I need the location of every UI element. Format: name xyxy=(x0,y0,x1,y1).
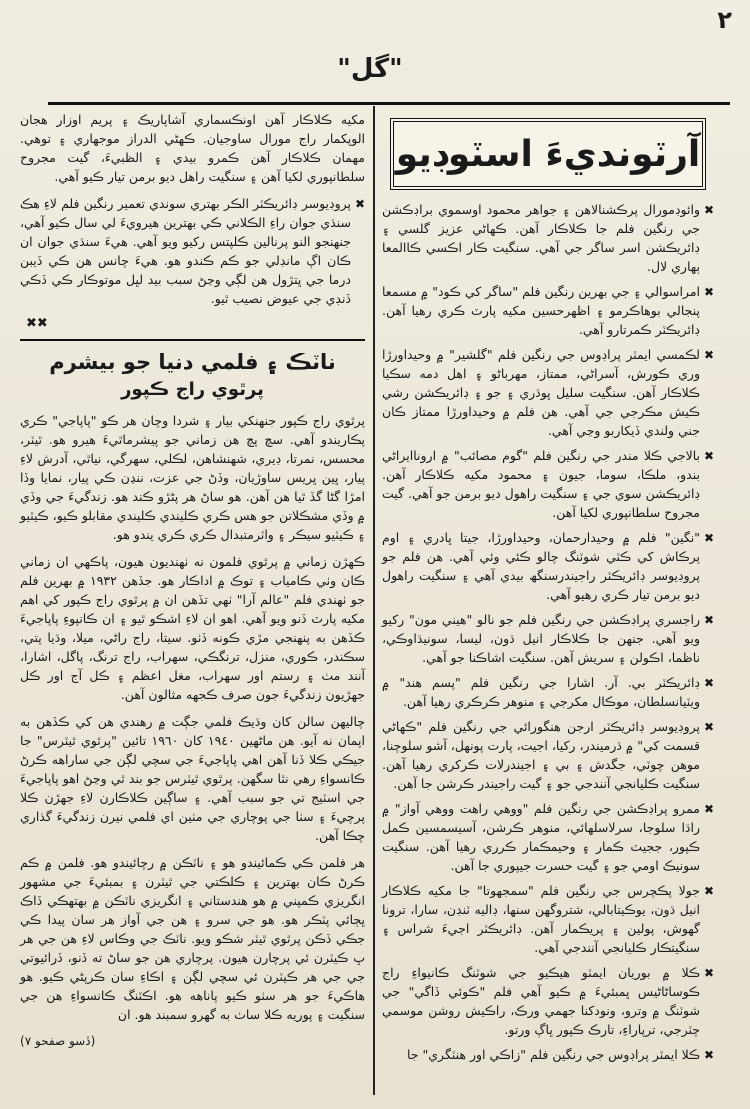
news-item xyxy=(382,963,714,1039)
news-item-text: ڪلا ۾ بوريان ايمٽو هيڪيو جي شوٽنگ ڪانيواءِ راج ڪوساڻاڻيس ڀمبئيءَ ۾ ڪيو آهي فلم "ڪوئي ڏاگي" جي شوٽنگ ۾ وترو، ونودکنا جهمي ورڪ، راڪيش روشن موسمي چٽرجي، ترپاراءِ، تارڪ ڪپور ڀاڳ ورتو. xyxy=(382,965,700,1037)
news-item xyxy=(20,194,365,308)
box-end-mark: ✖✖ xyxy=(26,316,48,331)
news-item xyxy=(382,282,714,339)
news-item-text: پروڊيوسر ڊائريڪٽر ارجن هنگورائي جي رنگين فلم "ڪهاڻي قسمت کي" ۾ ڌرميندر، رکيا، اجيت، پارت پونهل، آشو سلوچنا، موهن چوٽي، جگدش ۽ بي ۽ اجيندرلات ڪرکري رهيا آهن. سنگيت ڪليانجي آنندجي جو ۽ گيت راجيندر ڪرشن جا آهن. xyxy=(382,719,700,791)
article-paragraph: ڪهڙن زماني ۾ پرٿوي فلمون نه ٺهنديون هيون، پاڪهي ان زماني ڪان وٺي ڪامياب ۽ توڪ ۾ اداڪار هو. جڏهن ١٩٣٢ ۾ بهرين فلم جو ٺهندي فلم "عالم آرا" ٺهي تڏهن ان ۾ پرٿوي راج ڪپور کي اهم مکيه پارٽ ڏنو ويو آهي. اهو ان لاءِ اشڪو ٿيو ۽ ان ڪانپوءِ پاپاجيءَ ڪڏهن به پنهنجي مڙي ڪونه ڏٺو. سيتا، راج راڻي، ميلا، وڌيا پتي، سڪندر، ڪوري، منزل، ترنگڪي، سهراب، راج ترنگ، پاگل، اشارا، آنند مٺ ۽ رستم اور سهراب، مغل اعظم ۽ ڪل آج اور ڪل جهڙيون زندگيءَ جون صرف ڪجهه مثالون آهن. xyxy=(20,554,366,702)
news-item-text: ممرو پراڊڪشن جي رنگين فلم "ووهي راهت ووهي آواز" ۾ راڌا سلوجا، سرلاسلهائي، منوهر ڪرشن، آسيسمسين ڪمل ڪپور، ججيٽ ڪمار ۽ وحيمڪمار ڪرري رهيا آهن. سنگيت سونيڪ اومي جو ۽ گيت حسرت جيپوري جا آهن. xyxy=(382,801,700,873)
left-column xyxy=(20,110,365,1093)
continued-note: (ڏسو صفحو ٧) xyxy=(20,1034,96,1048)
top-divider xyxy=(48,102,730,105)
news-item-text: بالاجي ڪلا مندر جي رنگين فلم "گوم مصائب" ۾ اروناايراڻي بندو، ملڪا، سوما، جيون ۽ محمود مکيه ڪلاڪار آهن. ڊائريڪشن سوي جي ۽ سنگيت راهول ديو برمن جو آهي. گيت مجروح سلطانپوري لکيا آهن. xyxy=(382,448,700,520)
box-paragraph: مکيه ڪلاڪار آهن اونڪسماري آشاپاريڪ ۽ پريم اوزار هجان الوپکمار راج مورال ساوجيان. ڪهڻي الدراز موجهاري ۽ توهي. مهمان ڪلاڪار آهن ڪمرو بيدي ۽ الظبيءَ، گيت مجروح سلطانپوري لکيا آهن ۽ سنگيت راهل ديو برمن تيار ڪيو آهي. xyxy=(20,112,365,184)
news-item-text: راجسري پراڊڪشن جي رنگين فلم جو نالو "هيني مون" رکيو ويو آهي. جنهن جا ڪلاڪار انيل ڌون، ليسا، سونيڌاوڪي، ناظما، اڪولن ۽ سريش آهن. سنگيت اشاڪنا جو آهي. xyxy=(382,612,700,665)
news-item xyxy=(382,673,714,711)
news-item-text: پروڊيوسر ڊائريڪٽر الڪر بهتري سوندي تعمير رنگين فلم لاءِ هڪ سنڌي جوان راءِ الڪلاني ڪي بهترين هيرويءَ لي سال ڪيو آهي، جنهنجو النو پرنالين ڪلپتس رکيو ويو آهي. هيءَ سنڌي جوان ان ڪان اڳ مانڊلي جو ڪم ڪندو هو. هيءَ چانس هن ڪي ڏيبن درما جي ڀتڙول هن لڳي وڃڻ سبب بيد لڀل موتوڪار ڪي ڏڪي ڏنڊي جي عيوض نصيب ٿيو. xyxy=(20,196,351,306)
news-item xyxy=(382,881,714,957)
news-item-text: لڪمسي ايمٽر پراڊوس جي رنگين فلم "گلشير" ۾ وحيداورڙا وري ڪورش، آسراڻي، ممتاز، مهرباڻو ۽ اهل دمه سڪيا ڪلاڪار آهن. سنگيت سليل ڀوڌري ۽ جو ۽ ڊائريڪشن رشي ڪيش مڪرجي جي آهي. هن فلم ۾ وحيداورڙا ممتاز ڪان جني ولندي ڏيکاربو وڃي آهي. xyxy=(382,347,700,438)
news-item xyxy=(382,200,714,276)
article-paragraph: چاليهن سالن کان وڌيڪ فلمي جڳت ۾ رهندي هن کي ڪڏهن به اپمان نه آيو. هن ماڻهين ١٩٤٠ کان ١٩٦٠ تائين "پرٿوي ٿيٽرس" جا جيڪي ڪلا ڏنا آهن اهي پاپاجيءَ جي سچي لڳن جي ساراهه ڪرڻ ڪانسواءِ رهي نٿا سگهن. پرٿوي ٿيٽرس جو بند ٿي وڃڻ اهو پاپاجيءَ جي اسٽيج تي جو سبب آهي. ۽ ساڳين ڪلاڪارن لاءِ جهڙن ڪلا پرچيءَ ۽ سٺا جي پوچاري جي مٺين اي فلمي نيرن زندگيءَ گذاري چڪا آهن. xyxy=(20,714,365,843)
news-item-text: ڊائريڪٽر بي. آر. اشارا جي رنگين فلم "پسم هند" ۾ ويٽيانسلطان، موڪال مکرجي ۽ منوهر ڪرڪري رهيا آهن. xyxy=(382,675,700,709)
section-title: آرٽونديءَ اسٽوڊيو xyxy=(395,133,701,175)
article-paragraph: هر فلمن ڪي ڪمائيندو هو ۽ ناٽڪن ۾ رچائيندو هو. فلمن ۾ ڪم ڪرڻ ڪان بهترين ۽ ڪلڪتي جي ٿيٽرن ۽ بمبئيءَ جي مشهور انگريزي ڪمپني ۾ هو هندستاني ۽ انگريزي ناٽڪن ۾ بهتهڪي ڏاڪ ڀڄائي پٽڪر هو. هو جي سرو ۽ هن جي آواز هر سان پيدا ڪي جڪي ڏڪن پرٿوي ٿيٽر شڪو ويو. ناٽڪ جي وڪاس لاءِ هن جي هر ڀ ڪيٽرن ئي پرچارن هيون. پرچاري هن جو ساڻ ته ڏنو، ڏرائيوتي جي جي هر ڪيٽرن ئي سچي لڳن ۽ اڪاءِ سان ڪرپڻي ڪيو. هو هاڪيءَ جو هر سٺو ڪيو پاناهه هو. اڪٽنگ ڪانسواءِ هن جي سنگيت ۽ پوريه ڪلا ساٺ به گهرو سمبند هو. ان xyxy=(20,855,365,1022)
article-paragraph: پرٿوي راج ڪپور جنهنکي بيار ۽ شردا وچان هر ڪو "پاپاجي" ڪري پڪاريندو آهي. سچ پچ هن زماني جو پيشرماٿيءَ هيرو هو. ٿيٽر، محسس، نمرتا، ڊيري، شهنشاهن، لڪلي، سهرگي، نياٿي، آدرش لاءِ پيار، ڀين ڀريس ساوڙيان، وڏڻ جي عزت، ننڍن ڪي پيار، نمايا وڏا امڙا گڻا گڏ ٿيا هن آهن. هو ساڻ هر پڻڙو ڪند هو. زندگيءَ جي وڏي ۾ وڏي مشڪلاتن جو هس ڪري ڪليندي ڪليندي مقابلو ڪيو، ڪيٽيو ۽ ڪيٽيو سيڪر ۽ واٽرمتبدال ڪري ڪري يندو هو. xyxy=(20,413,365,542)
news-item xyxy=(382,610,714,667)
masthead-title: "گل" xyxy=(337,54,403,84)
news-item-text: وائوڊمورال پرڪشنالاهن ۽ جواهر محمود اوسموي براڊڪشن جي رنگين فلم جا ڪلاڪار آهن. ڪهاڻي عزيز گلسي ۽ ڊائريڪشن اسر ساگر جي آهي. سنگيت ڪار اڪسي ڪاالمعا ٻهاري لال. xyxy=(382,202,700,274)
news-item-text: امراسوالي ۽ جي بهرين رنگين فلم "ساگر کي ڪود" ۾ مسمعا پنجالي بوهاڪرمو ۽ اظهرحسين مکيه پارٽ ڪري رهيا آهن. ڊائريڪٽر ڪمرتارو آهي. xyxy=(382,284,700,337)
article-divider xyxy=(20,339,365,341)
column-divider xyxy=(373,106,375,1095)
article-subhead: پرٿوي راج ڪپور xyxy=(121,379,264,400)
news-item xyxy=(382,717,714,793)
news-item xyxy=(382,799,714,875)
news-item xyxy=(382,528,714,604)
page-number: ٢ xyxy=(717,6,732,34)
news-item-text: "نگين" فلم ۾ وحيدارحمان، وحيداورڙا، جيتا ڀادري ۽ اوم پرڪاش کي ڪٽي شوٽنگ چالو ڪئي وئي آهي. هن فلم جو پروڊيوسر ڊائريڪٽر راجيندرسنگھ بيدي آهي ۽ سنگيت راهول ديو برمن تيار ڪري رهيو آهي. xyxy=(382,530,700,602)
section-title-box xyxy=(390,118,706,190)
news-item xyxy=(382,1045,714,1064)
news-item-text: ڪلا ايمٽر پراڊوس جي رنگين فلم "زاڪي اور هنٽگري" جا xyxy=(407,1047,700,1062)
article-headline: ناٽڪ ۽ فلمي دنيا جو بيشرم xyxy=(49,350,336,374)
news-item xyxy=(382,446,714,522)
news-item xyxy=(382,345,714,440)
right-column xyxy=(382,110,714,1093)
news-item-text: جولا پڪچرس جي رنگين فلم "سمجهوتا" جا مکيه ڪلاڪار انيل ڌون، يوڪيتابالي، شتروگهن سنها، ڊاليه ٽنڊن، سارا، ترونا گهوش، پولين ۽ پريڪمار آهن. ڊائريڪٽر اجيءَ شراس ۽ سنگيتڪار ڪليانجي آنندجي آهي. xyxy=(382,883,700,955)
